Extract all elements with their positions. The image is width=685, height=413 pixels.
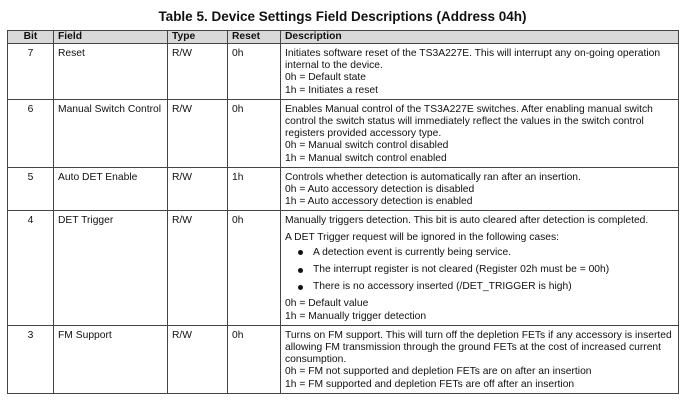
description-text: Enables Manual control of the TS3A227E switches. After enabling manual switch control the switch status will immediately reflect the values in the switch control registers provided accessory type.: [285, 103, 653, 140]
description-cell: [281, 44, 679, 100]
reset-cell: 1h: [228, 167, 281, 211]
reset-cell: 0h: [228, 211, 281, 325]
bit-cell: 3: [8, 325, 54, 393]
reset-cell: 0h: [228, 99, 281, 167]
bit-cell: 6: [8, 99, 54, 167]
description-cell: [281, 325, 679, 393]
type-cell: R/W: [168, 325, 228, 393]
bullet-list: [285, 247, 674, 294]
description-value-0h: 0h = Default value: [285, 298, 369, 310]
description-value-0h: 0h = Auto accessory detection is disabled: [285, 184, 475, 196]
table-row: [8, 44, 679, 100]
field-cell: Manual Switch Control: [54, 99, 168, 167]
bit-cell: 5: [8, 167, 54, 211]
bit-cell: 7: [8, 44, 54, 100]
type-cell: R/W: [168, 211, 228, 325]
field-cell: Reset: [54, 44, 168, 100]
table-row: [8, 211, 679, 325]
type-cell: R/W: [168, 99, 228, 167]
column-header-description: Description: [281, 31, 679, 44]
column-header-bit: Bit: [8, 31, 54, 44]
reset-cell: 0h: [228, 44, 281, 100]
description-value-1h: 1h = Manual switch control enabled: [285, 152, 447, 164]
description-text: Initiates software reset of the TS3A227E. This will interrupt any on-going operation internal to the device.: [285, 48, 661, 72]
table-row: [8, 99, 679, 167]
type-cell: R/W: [168, 44, 228, 100]
description-value-1h: 1h = Manually trigger detection: [285, 310, 427, 322]
description-value-0h: 0h = Manual switch control disabled: [285, 140, 449, 152]
column-header-reset: Reset: [228, 31, 281, 44]
description-text: Turns on FM support. This will turn off the depletion FETs if any accessory is inserted allowing FM transmission through the ground FETs at the cost of increased current consumption.: [285, 329, 672, 366]
column-header-type: Type: [168, 31, 228, 44]
description-value-0h: 0h = Default state: [285, 72, 366, 84]
description-text: Manually triggers detection. This bit is auto cleared after detection is completed.: [285, 215, 649, 227]
description-value-1h: 1h = Auto accessory detection is enabled: [285, 196, 473, 208]
list-item: A detection event is currently being service.: [313, 247, 674, 259]
description-cell: [281, 211, 679, 325]
description-value-1h: 1h = Initiates a reset: [285, 84, 379, 96]
table-title: Table 5. Device Settings Field Descriptions (Address 04h): [158, 9, 527, 24]
list-item: The interrupt register is not cleared (Register 02h must be = 00h): [313, 264, 674, 276]
list-item: There is no accessory inserted (/DET_TRIGGER is high): [313, 281, 674, 293]
field-descriptions-table: [7, 30, 679, 394]
table-row: [8, 325, 679, 393]
field-cell: DET Trigger: [54, 211, 168, 325]
column-header-field: Field: [54, 31, 168, 44]
type-cell: R/W: [168, 167, 228, 211]
description-cell: [281, 167, 679, 211]
field-cell: FM Support: [54, 325, 168, 393]
description-value-0h: 0h = FM not supported and depletion FETs are on after an insertion: [285, 366, 592, 378]
description-intro: A DET Trigger request will be ignored in the following cases:: [285, 231, 559, 243]
field-cell: Auto DET Enable: [54, 167, 168, 211]
description-cell: [281, 99, 679, 167]
table-row: [8, 167, 679, 211]
description-value-1h: 1h = FM supported and depletion FETs are off after an insertion: [285, 378, 575, 390]
description-text: Controls whether detection is automatically ran after an insertion.: [285, 171, 581, 183]
header-row: [8, 31, 679, 44]
bit-cell: 4: [8, 211, 54, 325]
reset-cell: 0h: [228, 325, 281, 393]
